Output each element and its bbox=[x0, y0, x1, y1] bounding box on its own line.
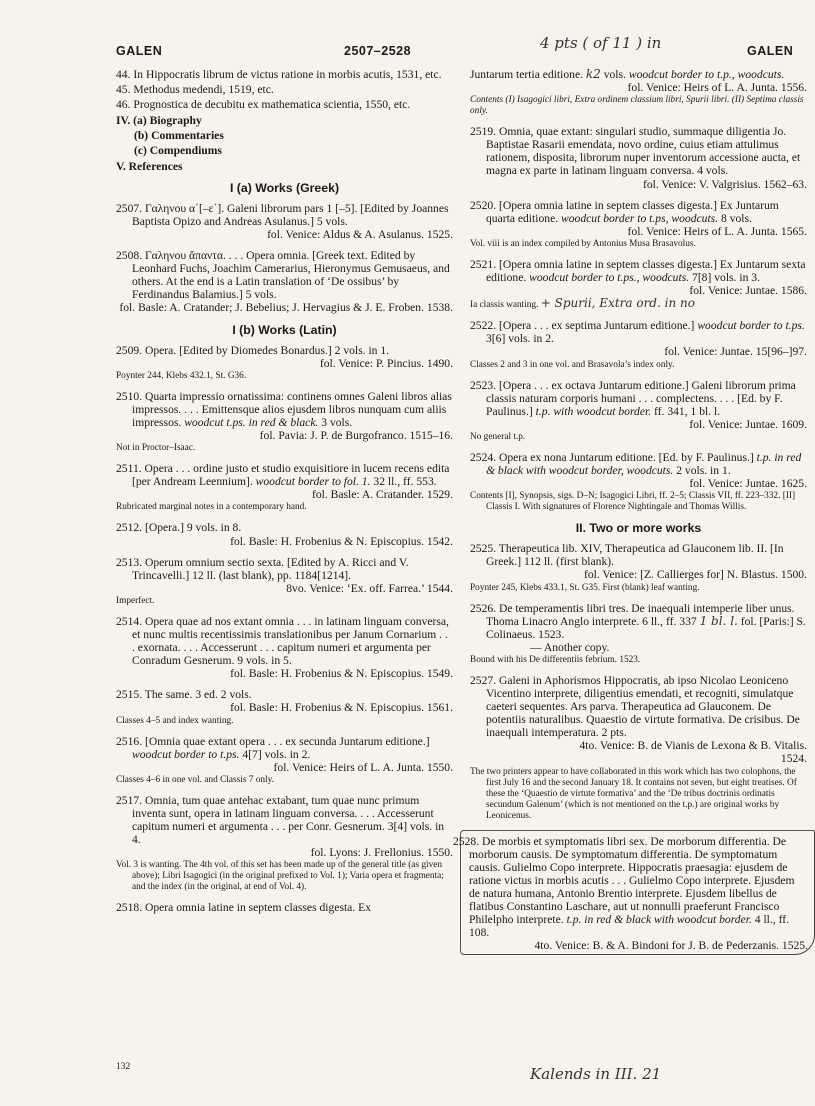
running-head-left: GALEN bbox=[116, 44, 163, 58]
entry-2526: 2526. De temperamentis libri tres. De inaequali intemperie liber unus. Thoma Linacro Anglo interprete. 6 ll., ff. 337 1 bl. l. fol. [Paris:] S. Colinaeus. 1523. — Another copy. Bound with his De differentiis febrium. 1523. bbox=[470, 601, 806, 665]
entry-2521: 2521. [Opera omnia latine in septem classes digesta.] Ex Juntarum sexta editione. woodcut border to t.ps., woodcuts. 7[8] vols. in 3. fol. Venice: Juntae. 1586. Ia classis wanting. + Spurii, Extra ord. in no bbox=[470, 257, 807, 311]
page-number: 132 bbox=[116, 1062, 131, 1072]
right-column bbox=[453, 67, 808, 963]
entry-2520: 2520. [Opera omnia latine in septem classes digesta.] Ex Juntarum quarta editione. woodcut border to t.ps, woodcuts. 8 vols. fol. Venice: Heirs of L. A. Junta. 1565. Vol. viii is an index compiled by Antonius Musa Brasavolus. bbox=[470, 198, 807, 249]
handwritten-footer-note: Kalends in III. 21 bbox=[530, 1065, 662, 1083]
entry-2509: 2509. Opera. [Edited by Diomedes Bonardus.] 2 vols. in 1. fol. Venice: P. Pincius. 1490. Poynter 244, Klebs 432.1, St. G36. bbox=[116, 343, 453, 381]
entry-2508: 2508. Γαληνου ἅπαντα. . . . Opera omnia. [Greek text. Edited by Leonhard Fuchs, Joachim Camerarius, Hieronymus Gemusaeus, and others. At the end is a Latin translation of ‘De ossibus’ by Ferdinandus Balamius.] 5 vols. fol. Basle: A. Cratander; J. Bebelius; J. Hervagius & J. E. Froben. 1538. bbox=[116, 249, 453, 315]
entry-2522: 2522. [Opera . . . ex septima Juntarum editione.] woodcut border to t.ps. 3[6] vols. in 2. fol. Venice: Juntae. 15[96–]97. Classes 2 and 3 in one vol. and Brasavola’s index only. bbox=[470, 319, 807, 370]
entry-2517: 2517. Omnia, tum quae antehac extabant, tum quae nunc primum inventa sunt, opera in latinam linguam conversa. . . . Accesserunt capitum numeri et argumenta . . . per Conr. Gesnerum. 3[4] vols. in 4. fol. Lyons: J. Frellonius. 1550. Vol. 3 is wanting. The 4th vol. of this set has been made up of the general title (as given above); Libri Isagogici (in the original prefixed to Vol. 1); Varia opera et fragmenta; and the index (in the original, at end of Vol. 4). bbox=[116, 793, 453, 893]
entry-2523: 2523. [Opera . . . ex octava Juntarum editione.] Galeni librorum prima classis naturam corporis humani . . . complectens. . . . [Ed. by F. Paulinus.] t.p. with woodcut border. ff. 341, 1 bl. l. fol. Venice: Juntae. 1609. No general t.p. bbox=[470, 378, 807, 442]
section-heading: I (b) Works (Latin) bbox=[232, 322, 337, 337]
entry-2518-cont: Juntarum tertia editione. k2 vols. woodcut border to t.p., woodcuts. fol. Venice: Heirs of L. A. Junta. 1556. Contents (I) Isagogici libri, Extra ordinem classium libri, Spurii libri. (II) Septima classis only. bbox=[470, 67, 807, 117]
entry-2528: 2528. De morbis et symptomatis libri sex. De morborum differentia. De morborum causis. De symptomatum differentia. De symptomatum causis. Gulielmo Copo interprete. Hippocratis praesagia: ejusdem de ratione victus in morbis acutis . . . Gulielmo Copo interprete. Ejusdem de natura humana, Antonio Brentio interprete. Ejusdem libellus de flatibus Constantino Laschare, aut ut nonnulli praeferunt Francisco Philelpho interprete. t.p. in red & black with woodcut border. 4 ll., ff. 108. 4to. Venice: B. & A. Bindoni for J. B. de Pederzanis. 1525. bbox=[460, 830, 815, 956]
handwritten-annotation: + Spurii, Extra ord. in no bbox=[540, 296, 695, 311]
outline-item: (b) Commentaries bbox=[134, 129, 224, 143]
handwritten-annotation: 1 bl. l. bbox=[699, 613, 738, 628]
entry-2516: 2516. [Omnia quae extant opera . . . ex secunda Juntarum editione.] woodcut border to t.ps. 4[7] vols. in 2. fol. Venice: Heirs of L. A. Junta. 1550. Classes 4–6 in one vol. and Classis 7 only. bbox=[116, 734, 453, 785]
outline-item: (c) Compendiums bbox=[134, 144, 222, 158]
running-head-right: GALEN bbox=[747, 44, 794, 58]
outline-item: IV. (a) Biography bbox=[116, 114, 202, 128]
entry-2518: 2518. Opera omnia latine in septem classes digesta. Ex bbox=[116, 901, 371, 915]
entry-2519: 2519. Omnia, quae extant: singulari studio, summaque diligentia Jo. Baptistae Rasarii emendata, novo ordine, cuius etiam attulimus rationem, disposita, librorum nuper inventorum accessione aucta, et magna ex parte in latinam linguam conversa. 4 vols. fol. Venice: V. Valgrisius. 1562–63. bbox=[470, 125, 807, 191]
entry-2511: 2511. Opera . . . ordine justo et studio exquisitiore in lucem recens edita [per Andream Leennium]. woodcut border to fol. 1. 32 ll., ff. 553. fol. Basle: A. Cratander. 1529. Rubricated marginal notes in a contemporary hand. bbox=[116, 462, 453, 513]
entry-2510: 2510. Quarta impressio ornatissima: continens omnes Galeni libros alias impressos. . . . Emittensque alios ejusdem libros nunquam cum aliis impressos. woodcut t.ps. in red & black. 3 vols. fol. Pavia: J. P. de Burgofranco. 1515–16. Not in Proctor–Isaac. bbox=[116, 389, 453, 454]
running-head-range: 2507–2528 bbox=[344, 44, 412, 58]
entry-2512: 2512. [Opera.] 9 vols. in 8. fol. Basle: H. Frobenius & N. Episcopius. 1542. bbox=[116, 521, 453, 548]
entry-2525: 2525. Therapeutica lib. XIV, Therapeutica ad Glauconem lib. II. [In Greek.] 112 ll. (first blank). fol. Venice: [Z. Callierges for] N. Blastus. 1500. Poynter 245, Klebs 433.1, St. G35. First (blank) leaf wanting. bbox=[470, 542, 807, 593]
entry-2513: 2513. Operum omnium sectio sexta. [Edited by A. Ricci and V. Trincavelli.] 12 ll. (last blank), pp. 1184[1214]. 8vo. Venice: ‘Ex. off. Farrea.’ 1544. Imperfect. bbox=[116, 555, 453, 606]
section-heading: I (a) Works (Greek) bbox=[229, 180, 340, 195]
list-item: 46. Prognostica de decubitu ex mathematica scientia, 1550, etc. bbox=[116, 98, 411, 112]
outline-item: V. References bbox=[116, 159, 183, 173]
handwritten-note-top: 4 pts ( of 11 ) in bbox=[540, 34, 662, 52]
entry-2527: 2527. Galeni in Aphorismos Hippocratis, ab ipso Nicolao Leoniceno Vicentino interprete, diligentius emendati, et recogniti, simulatque caeteri sequentes. Ars parva. Therapeutica ad Glauconem. De potentiis naturalibus. Quaestio de virtute formativa. De crisibus. De inaequali intemperatura. 2 pts. 4to. Venice: B. de Vianis de Lexona & B. Vitalis. 1524. The two printers appear to have collaborated in this work which has two colophons, the first July 16 and the second January 18. It contains not seven, but eight treatises. Of these the ‘Quaestio de virtute formativa’ and the ‘De tribus doctrinis ordinatis secundum Galenum’ (which is not mentioned on the t.p.) are original works by Leonicenus. bbox=[470, 673, 807, 821]
entry-2515: 2515. The same. 3 ed. 2 vols. fol. Basle: H. Frobenius & N. Episcopius. 1561. Classes 4–5 and index wanting. bbox=[116, 688, 453, 726]
entry-2514: 2514. Opera quae ad nos extant omnia . . . in latinam linguam conversa, et nunc multis recentissimis translationibus per Janum Cornarium . . . exornata. . . . Accesserunt . . . capitum numeri et argumenta per Conradum Gesnerum. 9 vols. in 5. fol. Basle: H. Frobenius & N. Episcopius. 1549. bbox=[116, 614, 453, 681]
entry-2507: 2507. Γαληνου α΄[–ε΄]. Galeni librorum pars 1 [–5]. [Edited by Joannes Baptista Opizo and Andreas Asulanus.] 5 vols. fol. Venice: Aldus & A. Asulanus. 1525. bbox=[116, 201, 453, 241]
entry-2524: 2524. Opera ex nona Juntarum editione. [Ed. by F. Paulinus.] t.p. in red & black with woodcut border, woodcuts. 2 vols. in 1. fol. Venice: Juntae. 1625. Contents [I], Synopsis, sigs. D–N; Isagogici Libri, ff. 2–5; Classis VII, ff. 223–332. [II] Classis I. With signatures of Florence Nightingale and Thomas Willis. bbox=[470, 450, 807, 513]
left-column bbox=[116, 68, 453, 922]
list-item: 45. Methodus medendi, 1519, etc. bbox=[116, 83, 274, 97]
list-item: 44. In Hippocratis librum de victus ratione in morbis acutis, 1531, etc. bbox=[116, 68, 442, 81]
section-heading: II. Two or more works bbox=[575, 521, 702, 536]
